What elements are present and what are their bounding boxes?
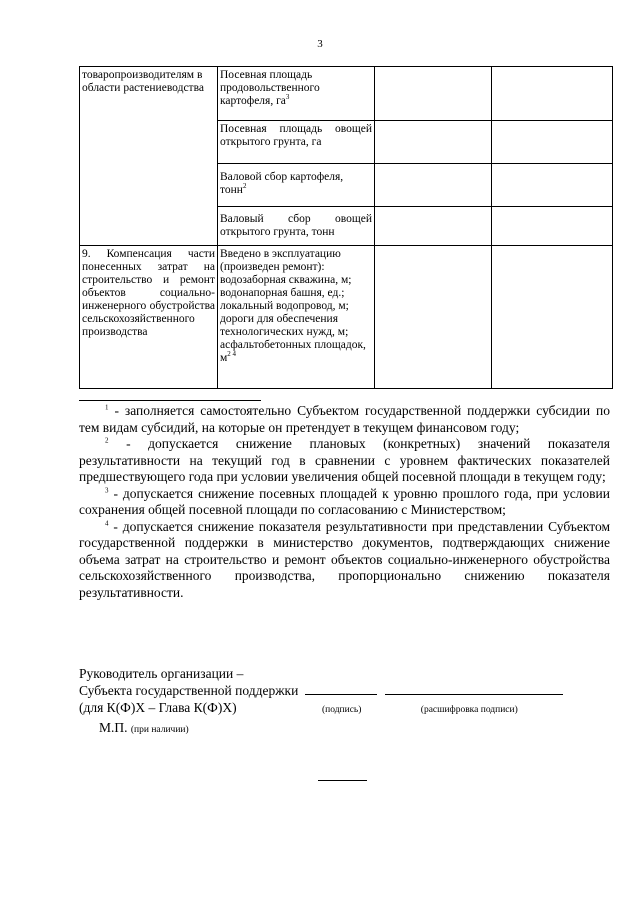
- footnote: [79, 519, 610, 602]
- indicator-text: Посевная площадь овощей открытого грунта, га: [220, 123, 372, 148]
- footnote-text: - допускается снижение показателя результативности при представлении Субъектом государственной поддержки в министерство документов, подтверждающих снижение объема затрат на строительство и ремонт объектов социально-инженерного обустройства сельскохозяйственного производства, пропорционально снижению показателя результативности.: [79, 518, 610, 600]
- value-cell: [492, 246, 613, 389]
- value-cell: [375, 164, 492, 207]
- subsidy-type-text: товаропроизводителям в области растениеводства: [82, 69, 204, 94]
- signer-title-line1: Руководитель организации –: [79, 666, 244, 681]
- value-cell: [492, 164, 613, 207]
- indicator-cell: [218, 246, 375, 389]
- indicator-text: Валовый сбор овощей открытого грунта, тонн: [220, 213, 372, 238]
- indicator-text: Введено в эксплуатацию (произведен ремонт): водозаборная скважина, м; водонапорная башня, ед.; локальный водопровод, м; дороги для обеспечения технологических нужд, м; асфальтобетонных площадок, м: [220, 248, 366, 364]
- footnote: [79, 486, 610, 519]
- footnote-ref: 2: [242, 182, 247, 191]
- indicator-text: Валовой сбор картофеля, тонн: [220, 171, 344, 196]
- decode-label: (расшифровка подписи): [420, 705, 518, 715]
- value-cell: [375, 207, 492, 246]
- indicator-cell: [218, 207, 375, 246]
- page-number: 3: [317, 38, 323, 50]
- footnote-text: - допускается снижение плановых (конкретных) значений показателя результативности на текущий год в сравнении с уровнем фактических показателей предшествующего года при условии увеличения общей посевной площади в текущем году;: [79, 436, 610, 484]
- stamp-label: М.П.: [99, 720, 128, 735]
- footnote-text: - допускается снижение посевных площадей к уровню прошлого года, при условии сохранения общей посевной площади по согласованию с Министерством;: [79, 485, 610, 517]
- value-cell: [375, 246, 492, 389]
- signature-blank: [305, 682, 377, 695]
- footnote-ref: 3: [285, 93, 290, 102]
- value-cell: [492, 207, 613, 246]
- stamp-line: [79, 719, 619, 739]
- subsidy-type-text: 9. Компенсация части понесенных затрат на строительство и ремонт объектов социально-инженерного обустройства сельскохозяйственного производства: [82, 248, 215, 338]
- value-cell: [492, 67, 613, 121]
- footnote-mark: 1: [105, 403, 109, 412]
- bottom-separator: [318, 780, 367, 781]
- footnote: [79, 403, 610, 436]
- indicators-table: [79, 66, 613, 389]
- stamp-note: (при наличии): [130, 725, 189, 735]
- value-cell: [492, 121, 613, 164]
- subsidy-type-cell: [80, 246, 218, 389]
- subsidy-type-cell: [80, 67, 218, 246]
- footnote-ref: 2 4: [227, 350, 237, 359]
- footnote-mark: 3: [105, 486, 109, 494]
- indicator-text: Посевная площадь продовольственного картофеля, га: [220, 69, 320, 107]
- value-cell: [375, 67, 492, 121]
- signature-block: [79, 665, 619, 739]
- table-row: [80, 246, 613, 389]
- footnote-mark: 2: [105, 436, 109, 445]
- signer-title-line3: (для К(Ф)Х – Глава К(Ф)Х): [79, 700, 237, 715]
- indicator-cell: [218, 164, 375, 207]
- value-cell: [375, 121, 492, 164]
- footnotes: [79, 403, 610, 601]
- table-row: [80, 67, 613, 121]
- indicator-cell: [218, 121, 375, 164]
- footnote: [79, 436, 610, 486]
- signature-line: [79, 682, 619, 699]
- decode-blank: [385, 682, 563, 695]
- signer-title-line2: Субъекта государственной поддержки: [79, 683, 299, 698]
- footnote-mark: 4: [105, 519, 109, 527]
- footnote-text: - заполняется самостоятельно Субъектом государственной поддержки субсидии по тем видам субсидий, на которые он претендует в текущем финансовом году;: [79, 403, 610, 435]
- footnote-separator: [79, 400, 261, 401]
- indicator-cell: [218, 67, 375, 121]
- signature-labels-line: [79, 699, 619, 719]
- signature-label: (подпись): [321, 705, 362, 715]
